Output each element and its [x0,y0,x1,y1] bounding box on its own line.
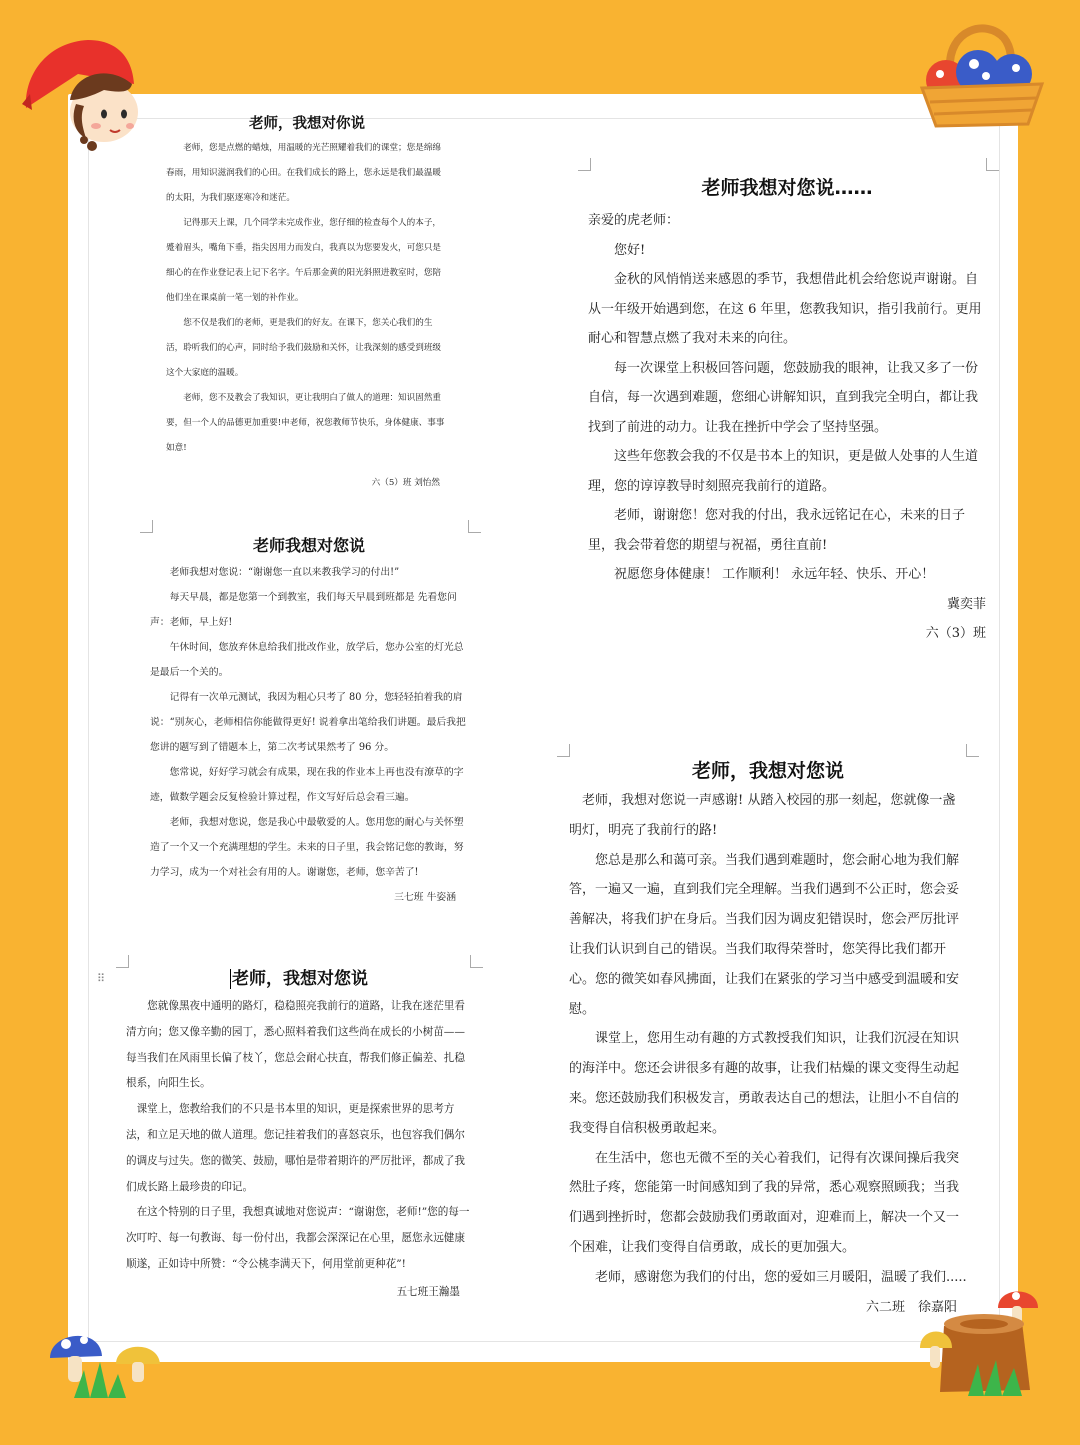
letter-5-paragraph: 在生活中，您也无微不至的关心着我们，记得有次课间操后我突然肚子疼，您能第一时间感知到了我的异常，悉心观察照顾我；当我们遇到挫折时，您都会鼓励我们勇敢面对，迎难而上，解决一个又一个困难，让我们变得自信勇敢，成长的更加强大。 [569,1150,960,1255]
blue-mushroom-grass-icon [44,1318,166,1398]
letter-4 [126,964,472,1306]
letter-3-paragraph: 您常说，好好学习就会有成果，现在我的作业本上再也没有潦草的字迹，做数学题会反复检验计算过程，作文写好后总会看三遍。 [150,767,464,803]
letter-1-title: 老师，我想对你说 [249,116,365,132]
letter-4-title [126,964,472,994]
letter-2-paragraph: 您好! [614,242,646,258]
letter-1-paragraph: 老师，您不及教会了我知识，更让我明白了做人的道理：知识固然重要，但一个人的品德更加重要!申老师，祝您教师节快乐，身体健康、事事如意! [166,393,445,453]
text-cursor [230,969,231,989]
letter-4-paragraph: 您就像黑夜中通明的路灯，稳稳照亮我前行的道路，让我在迷茫里看清方向；您又像辛勤的园丁，悉心照料着我们这些尚在成长的小树苗——每当我们在风雨里长偏了枝丫，您总会耐心扶直，帮我们修正偏差、扎稳根系，向阳生长。 [126,1000,465,1090]
letter-2-paragraph: 祝愿您身体健康！ 工作顺利！ 永远年轻、快乐、开心！ [614,567,935,582]
letter-4-signature: 五七班王瀚墨 [396,1285,460,1298]
letter-2-signature-class: 六（3）班 [925,626,986,641]
letter-3 [150,532,468,910]
crop-mark [578,158,591,171]
letter-2 [588,172,986,649]
letter-2-greeting: 亲爱的虎老师： [588,213,680,228]
letter-3-signature: 三七班 牛姿涵 [394,892,456,903]
letter-1 [166,112,448,496]
letter-4-title-text: 老师，我想对您说 [232,969,368,989]
basket-of-mushrooms-icon [916,18,1048,130]
crop-mark [986,158,999,171]
letter-2-paragraph: 金秋的风悄悄送来感恩的季节，我想借此机会给您说声谢谢。自从一年级开始遇到您，在这 6 年里，您教我知识，指引我前行。更用耐心和智慧点燃了我对未来的向往。 [588,272,982,346]
letter-2-signature-name: 冀奕菲 [946,596,986,612]
letter-1-signature: 六（5）班 刘怡然 [371,478,440,488]
letter-5-title: 老师，我想对您说 [691,760,844,782]
letter-5-paragraph: 您总是那么和蔼可亲。当我们遇到难题时，您会耐心地为我们解答，一遍又一遍，直到我们完全理解。当我们遇到不公正时，您会妥善解决，将我们护在身后。当我们因为调皮犯错误时，您会严厉批评让我们认识到自己的错误。当我们取得荣誉时，您笑得比我们都开心。您的微笑如春风拂面，让我们在紧张的学习当中感受到温暖和安慰。 [569,852,960,1017]
letter-2-title: 老师我想对您说…… [701,177,873,199]
letter-3-paragraph: 每天早晨，都是您第一个到教室，我们每天早晨到班都是 先看您问声：老师，早上好! [150,592,457,628]
red-riding-hood-girl-icon [20,34,148,152]
letter-4-paragraph: 课堂上，您教给我们的不只是书本里的知识，更是探索世界的思考方法，和立足天地的做人道理。您记挂着我们的喜怒哀乐，也包容我们偶尔的调皮与过失。您的微笑、鼓励，哪怕是带着期许的严厉批评，都成了我们成长路上最珍贵的印记。 [126,1103,465,1193]
crop-mark [468,520,481,533]
letter-3-paragraph: 午休时间，您放弃休息给我们批改作业，放学后，您办公室的灯光总是最后一个关的。 [150,642,464,678]
letter-1-paragraph: 您不仅是我们的老师，更是我们的好友。在课下，您关心我们的生活，聆听我们的心声，同时给予我们鼓励和关怀，让我深刻的感受到班级这个大家庭的温暖。 [166,318,442,378]
letter-5-paragraph: 课堂上，您用生动有趣的方式教授我们知识，让我们沉浸在知识的海洋中。您还会讲很多有趣的故事，让我们枯燥的课文变得生动起来。您还鼓励我们积极发言，勇敢表达自己的想法，让胆小不自信的我变得自信积极勇敢起来。 [569,1031,960,1136]
letter-3-paragraph: 老师，我想对您说，您是我心中最敬爱的人。您用您的耐心与关怀塑造了一个又一个充满理想的学生。未来的日子里，我会铭记您的教诲，努力学习，成为一个对社会有用的人。谢谢您，老师，您辛苦了! [150,817,464,878]
letter-1-paragraph: 老师，您是点燃的蜡烛，用温暖的光芒照耀着我们的课堂；您是绵绵春雨，用知识滋润我们的心田。在我们成长的路上，您永远是我们最温暖的太阳，为我们驱逐寒冷和迷茫。 [166,143,442,203]
crop-mark [966,744,979,757]
letter-1-paragraph: 记得那天上课，几个同学未完成作业，您仔细的检查每个人的本子，蹙着眉头，嘴角下垂，指尖因用力而发白，我真以为您要发火，可您只是细心的在作业登记表上记下名字。午后那金黄的阳光斜照进教室时，您陪他们坐在课桌前一笔一划的补作业。 [166,218,442,303]
letter-3-paragraph: 老师我想对您说：“谢谢您一直以来教我学习的付出!” [169,567,400,578]
letter-4-paragraph: 在这个特别的日子里，我想真诚地对您说声：“谢谢您，老师!”您的每一次叮咛、每一句教诲、每一份付出，我都会深深记在心里，愿您永远健康顺遂，正如诗中所赞：“令公桃李满天下，何用堂前更种花”! [126,1206,470,1270]
tree-stump-mushrooms-icon [912,1286,1044,1402]
letter-2-paragraph: 老师，谢谢您！您对我的付出，我永远铭记在心，未来的日子里，我会带着您的期望与祝福，勇往直前! [588,508,966,553]
letter-5-paragraph: 老师，感谢您为我们的付出，您的爱如三月暖阳，温暖了我们..... [569,1269,967,1285]
letter-2-paragraph: 这些年您教会我的不仅是书本上的知识，更是做人处事的人生道理，您的谆谆教导时刻照亮我前行的道路。 [588,449,979,494]
letter-5-signature: 六二班 徐嘉阳 [865,1299,957,1315]
letter-5-paragraph: 老师，我想对您说一声感谢! 从踏入校园的那一刻起，您就像一盏明灯，明亮了我前行的路! [569,793,956,838]
letter-3-title: 老师我想对您说 [252,536,365,555]
letter-5 [569,756,967,1322]
letter-3-paragraph: 记得有一次单元测试，我因为粗心只考了 80 分，您轻轻拍着我的肩说：“别灰心，老师相信你能做得更好! 说着拿出笔给我们讲题。最后我把您讲的题写到了错题本上，第二次考试果然考了 96 分。 [150,692,466,753]
drag-handle-icon[interactable]: ⠿ [97,972,106,985]
letter-2-paragraph: 每一次课堂上积极回答问题，您鼓励我的眼神，让我又多了一份自信，每一次遇到难题，您细心讲解知识，直到我完全明白，都让我找到了前进的动力。让我在挫折中学会了坚持坚强。 [588,360,979,435]
